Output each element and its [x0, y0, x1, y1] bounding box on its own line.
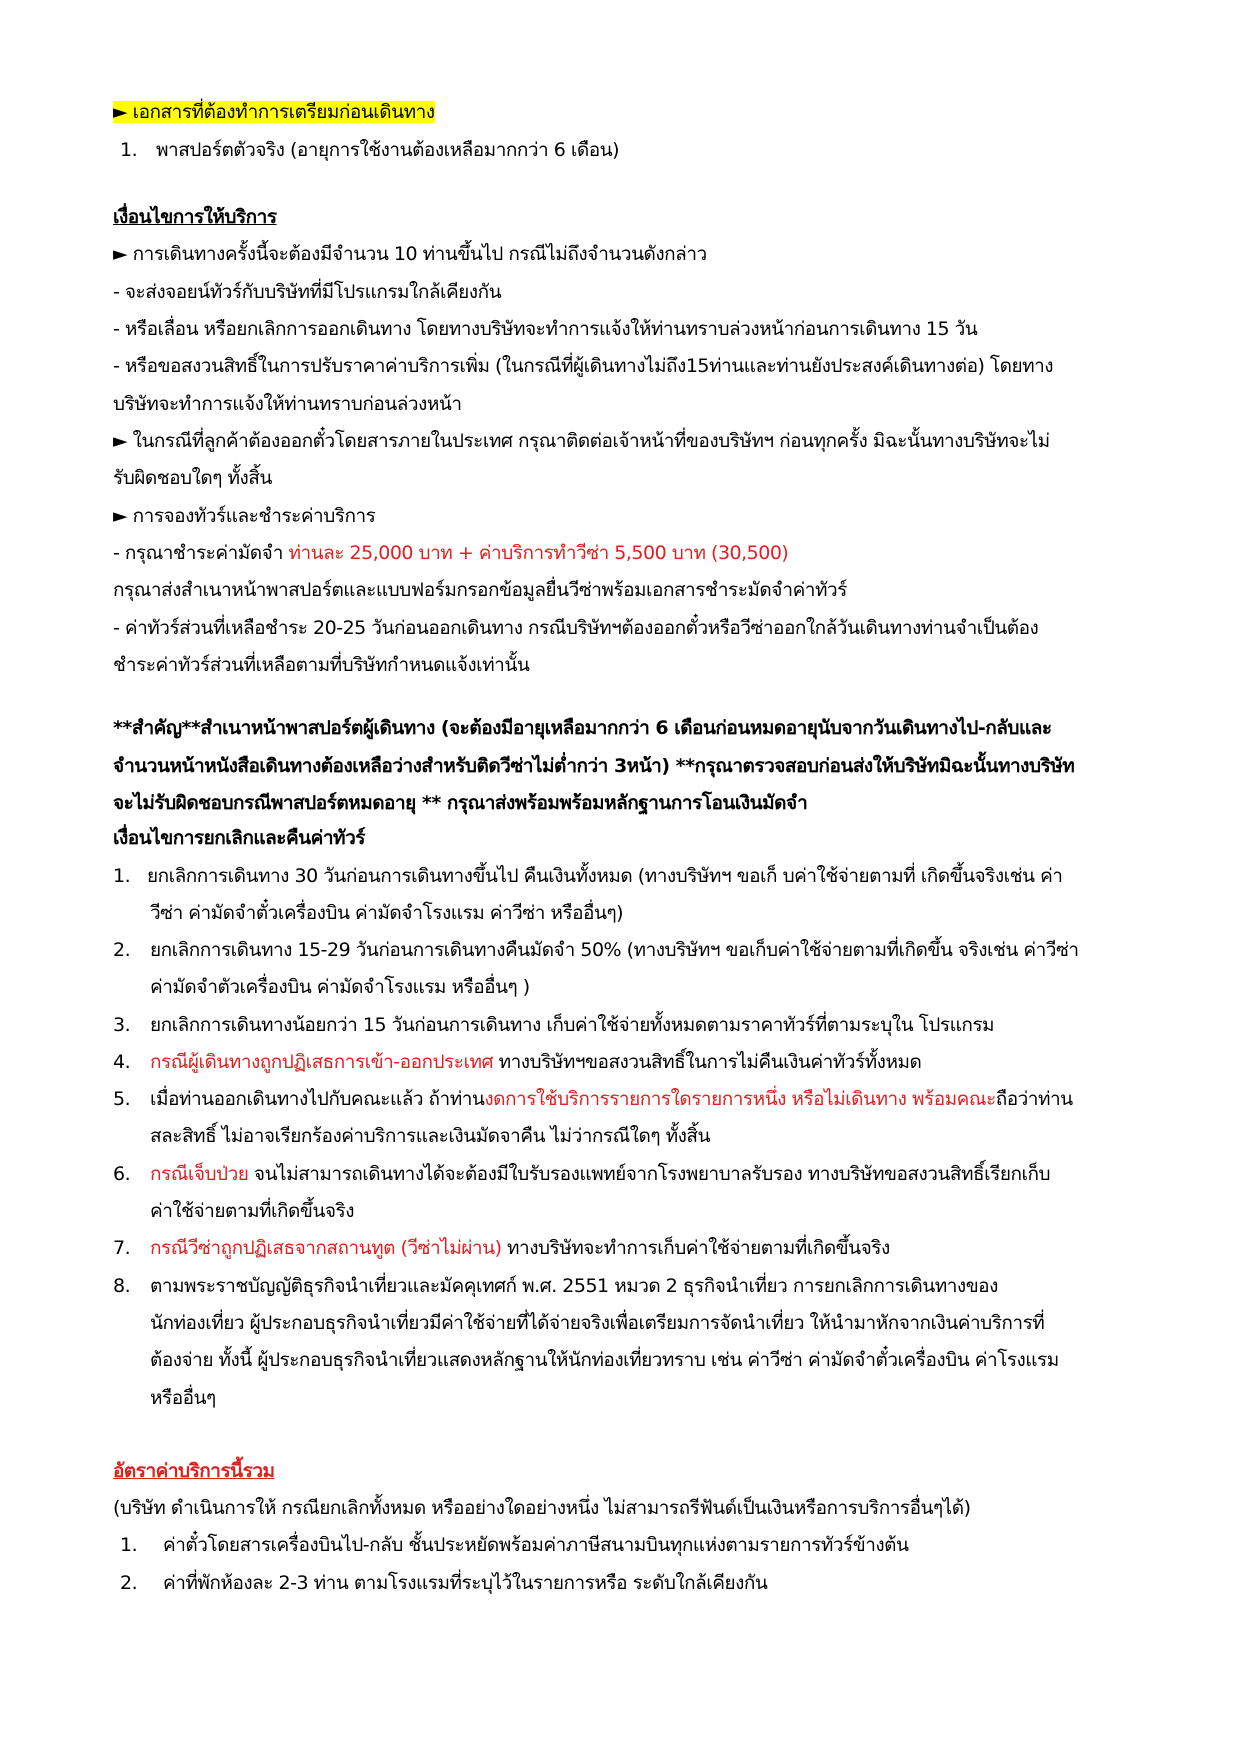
conditions-line: ► ในกรณีที่ลูกค้าต้องออกตั๋วโดยสารภายในประเทศ กรุณาติดต่อเจ้าหน้าที่ของบริษัทฯ ก่อนทุกครั้ง มิฉะนั้นทางบริษัทจะไม่	[113, 430, 1050, 452]
conditions-line: รับผิดชอบใดๆ ทั้งสิ้น	[113, 467, 272, 489]
rates-item-text: ค่าที่พักห้องละ 2-3 ท่าน ตามโรงแรมที่ระบุไว้ในรายการหรือ ระดับใกล้เคียงกัน	[163, 1572, 768, 1594]
cancel-item-text: ยกเลิกการเดินทาง 15-29 วันก่อนการเดินทางคืนมัดจำ 50% (ทางบริษัทฯ ขอเก็บค่าใช้จ่ายตามที่เกิดขึ้น จริงเช่น ค่าวีซ่า	[150, 939, 1079, 961]
cancel-item-text: ยกเลิกการเดินทาง 30 วันก่อนการเดินทางขึ้นไป คืนเงินทั้งหมด (ทางบริษัทฯ ขอเก็ บค่าใช้จ่ายตามที่ เกิดขึ้นจริงเช่น ค่า	[147, 865, 1063, 887]
conditions-line: ชำระค่าทัวร์ส่วนที่เหลือตามที่บริษัทกำหนดแจ้งเท่านั้น	[113, 654, 530, 676]
conditions-line: - หรือเลื่อน หรือยกเลิกการออกเดินทาง โดยทางบริษัทจะทำการแจ้งให้ท่านทราบล่วงหน้าก่อนการเดินทาง 15 วัน	[113, 318, 978, 340]
cancel-item-red-text: งดการใช้บริการรายการใดรายการหนึ่ง หรือไม่เดินทาง พร้อมคณะ	[484, 1088, 996, 1110]
conditions-title: เงื่อนไขการให้บริการ	[113, 206, 277, 228]
cancel-item-number: 2.	[113, 939, 131, 961]
important-line: จำนวนหน้าหนังสือเดินทางต้องเหลือว่างสำหรับติดวีซ่าไม่ต่ำกว่า 3หน้า) **กรุณาตรวจสอบก่อนส่งให้บริษัทมิฉะนั้นทางบริษัท	[113, 755, 1075, 777]
cancel-item-number: 1.	[113, 865, 131, 887]
cancel-item-text: ต้องจ่าย ทั้งนี้ ผู้ประกอบธุรกิจนำเที่ยวแสดงหลักฐานให้นักท่องเที่ยวทราบ เช่น ค่าวีซ่า ค่ามัดจำตั๋วเครื่องบิน ค่าโรงแรม	[150, 1349, 1059, 1371]
rates-item-number: 1.	[120, 1534, 138, 1556]
cancel-title: เงื่อนไขการยกเลิกและคืนค่าทัวร์	[113, 827, 365, 849]
conditions-line: - จะส่งจอยน์ทัวร์กับบริษัทที่มีโปรแกรมใกล้เคียงกัน	[113, 281, 502, 303]
cancel-item-text: วีซ่า ค่ามัดจำตั๋วเครื่องบิน ค่ามัดจำโรงแรม ค่าวีซ่า หรืออื่นๆ)	[150, 902, 624, 924]
cancel-item-text: นักท่องเที่ยว ผู้ประกอบธุรกิจนำเที่ยวมีค่าใช้จ่ายที่ได้จ่ายจริงเพื่อเตรียมการจัดนำเที่ยว ให้นำมาหักจากเงินค่าบริการที่	[150, 1312, 1045, 1334]
important-line: **สำคัญ**สำเนาหน้าพาสปอร์ตผู้เดินทาง (จะต้องมีอายุเหลือมากกว่า 6 เดือนก่อนหมดอายุนับจากวันเดินทางไป-กลับและ	[113, 717, 1052, 739]
cancel-item-text: ทางบริษัทฯขอสงวนสิทธิ์ในการไม่คืนเงินค่าทัวร์ทั้งหมด	[493, 1051, 922, 1073]
cancel-item-number: 6.	[113, 1163, 131, 1185]
cancel-item-number: 7.	[113, 1237, 131, 1259]
prep-header-highlight: ► เอกสารที่ต้องทำการเตรียมก่อนเดินทาง	[113, 101, 435, 123]
cancel-item-number: 8.	[113, 1275, 131, 1297]
conditions-line: ► การจองทัวร์และชำระค่าบริการ	[113, 505, 376, 527]
rates-note: (บริษัท ดำเนินการให้ กรณียกเลิกทั้งหมด หรืออย่างใดอย่างหนึ่ง ไม่สามารถรีฟันด์เป็นเงินหรือการบริการอื่นๆได้)	[113, 1497, 971, 1519]
cancel-item-text: เมื่อท่านออกเดินทางไปกับคณะแล้ว ถ้าท่าน	[150, 1088, 485, 1110]
conditions-line: - ค่าทัวร์ส่วนที่เหลือชำระ 20-25 วันก่อนออกเดินทาง กรณีบริษัทฯต้องออกตั๋วหรือวีซ่าออกใกล้วันเดินทางท่านจำเป็นต้อง	[113, 617, 1039, 639]
conditions-line: ► การเดินทางครั้งนี้จะต้องมีจำนวน 10 ท่านขึ้นไป กรณีไม่ถึงจำนวนดังกล่าว	[113, 243, 707, 265]
cancel-item-number: 5.	[113, 1088, 131, 1110]
cancel-item-text: ค่ามัดจำตัวเครื่องบิน ค่ามัดจำโรงแรม หรืออื่นๆ )	[150, 976, 530, 998]
rates-title: อัตราค่าบริการนี้รวม	[113, 1460, 275, 1482]
cancel-item-text: หรืออื่นๆ	[150, 1387, 216, 1409]
prep-header	[113, 100, 435, 124]
cancel-item-text: ทางบริษัทจะทำการเก็บค่าใช้จ่ายตามที่เกิดขึ้นจริง	[501, 1237, 890, 1259]
rates-item-text: ค่าตั๋วโดยสารเครื่องบินไป-กลับ ชั้นประหยัดพร้อมค่าภาษีสนามบินทุกแห่งตามรายการทัวร์ข้างต้น	[163, 1534, 909, 1556]
important-line: จะไม่รับผิดชอบกรณีพาสปอร์ตหมดอายุ ** กรุณาส่งพร้อมพร้อมหลักฐานการโอนเงินมัดจำ	[113, 792, 808, 814]
cancel-item-number: 3.	[113, 1014, 131, 1036]
cancel-item-text: ตามพระราชบัญญัติธุรกิจนำเที่ยวและมัคคุเทศก์ พ.ศ. 2551 หมวด 2 ธุรกิจนำเที่ยว การยกเลิกการเดินทางของ	[150, 1275, 998, 1297]
prep-item-text: พาสปอร์ตตัวจริง (อายุการใช้งานต้องเหลือมากกว่า 6 เดือน)	[156, 139, 620, 161]
conditions-line: กรุณาส่งสำเนาหน้าพาสปอร์ตและแบบฟอร์มกรอกข้อมูลยื่นวีซ่าพร้อมเอกสารชำระมัดจำค่าทัวร์	[113, 579, 847, 601]
prep-item-number: 1.	[120, 139, 138, 161]
cancel-item-text: ค่าใช้จ่ายตามที่เกิดขึ้นจริง	[150, 1200, 354, 1222]
cancel-item-number: 4.	[113, 1051, 131, 1073]
cancel-item-text: จนไม่สามารถเดินทางได้จะต้องมีใบรับรองแพทย์จากโรงพยาบาลรับรอง ทางบริษัทขอสงวนสิทธิ์เรียกเก็บ	[248, 1163, 1051, 1185]
cancel-item-red-text: กรณีวีซ่าถูกปฏิเสธจากสถานทูต (วีซ่าไม่ผ่าน)	[150, 1237, 502, 1259]
cancel-item-red-text: กรณีเจ็บป่วย	[150, 1163, 249, 1185]
conditions-line: บริษัทจะทำการแจ้งให้ท่านทราบก่อนล่วงหน้า	[113, 393, 462, 415]
cancel-item-red-text: กรณีผู้เดินทางถูกปฏิเสธการเข้า-ออกประเทศ	[150, 1051, 494, 1073]
deposit-line	[113, 541, 788, 565]
cancel-item-text: ถือว่าท่าน	[995, 1088, 1073, 1110]
deposit-amount: ท่านละ 25,000 บาท + ค่าบริการทำวีซ่า 5,500 บาท (30,500)	[288, 542, 789, 564]
rates-item-number: 2.	[120, 1572, 138, 1594]
cancel-item-text: ยกเลิกการเดินทางน้อยกว่า 15 วันก่อนการเดินทาง เก็บค่าใช้จ่ายทั้งหมดตามราคาทัวร์ที่ตามระบุใน โปรแกรม	[150, 1014, 995, 1036]
deposit-prefix: - กรุณาชำระค่ามัดจำ	[113, 542, 289, 564]
conditions-line: - หรือขอสงวนสิทธิ์ในการปรับราคาค่าบริการเพิ่ม (ในกรณีที่ผู้เดินทางไม่ถึง15ท่านและท่านยังประสงค์เดินทางต่อ) โดยทาง	[113, 355, 1054, 377]
cancel-item-text: สละสิทธิ์ ไม่อาจเรียกร้องค่าบริการและเงินมัดจาคืน ไม่ว่ากรณีใดๆ ทั้งสิ้น	[150, 1125, 711, 1147]
